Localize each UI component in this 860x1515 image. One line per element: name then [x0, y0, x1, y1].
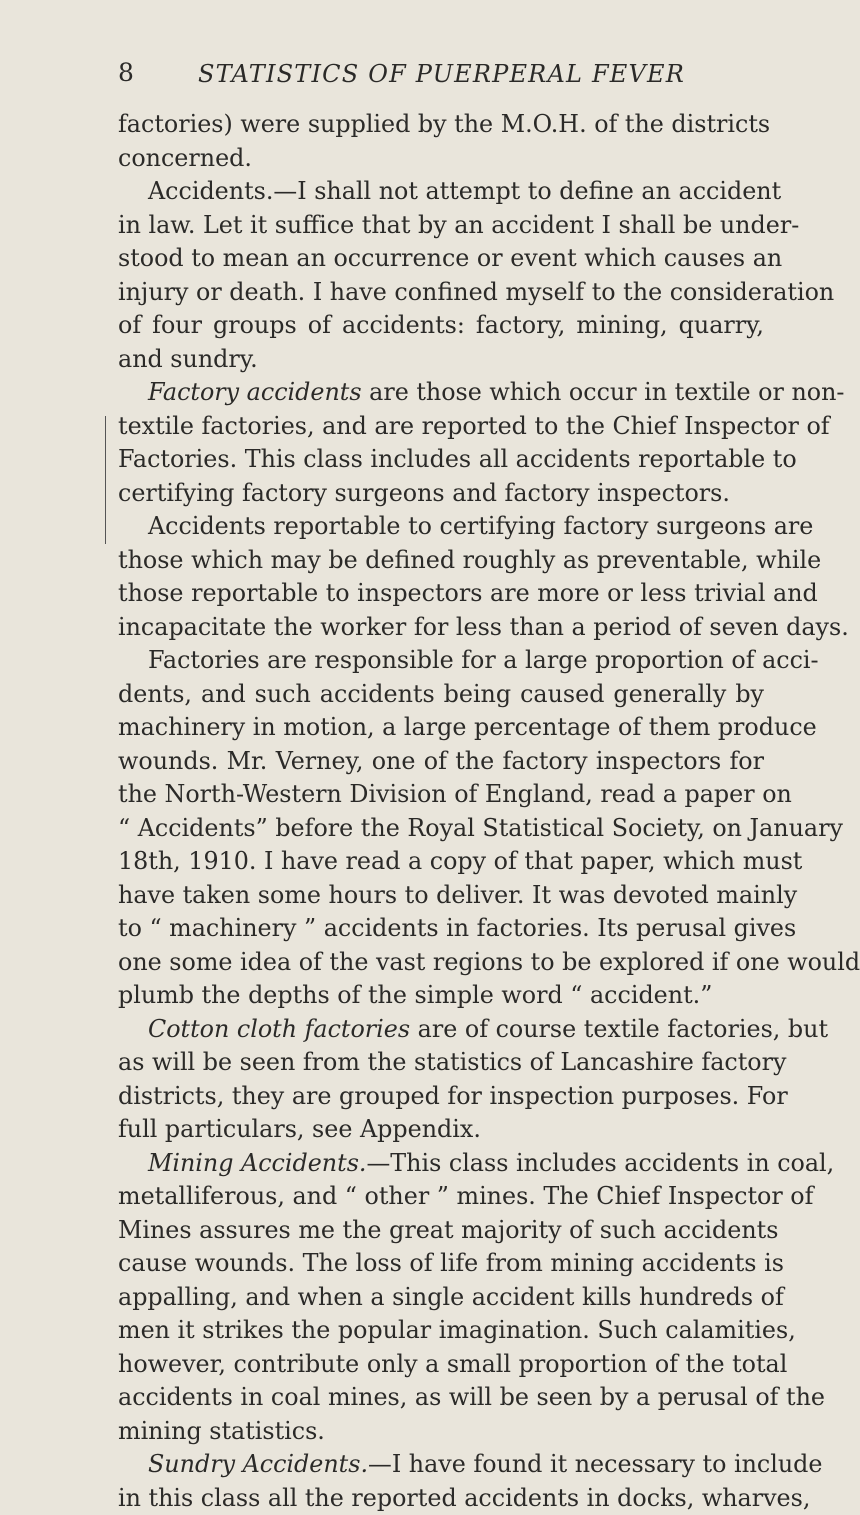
text-line	[118, 979, 764, 1013]
line-text: Factories are responsible for a large proportion of acci-	[148, 646, 819, 674]
text-line	[118, 1482, 764, 1515]
text-line	[118, 711, 764, 745]
body-text	[118, 108, 764, 1515]
line-text: are those which occur in textile or non-	[362, 378, 845, 406]
line-text: “ Accidents” before the Royal Statistical Society, on January	[118, 814, 843, 842]
line-text: men it strikes the popular imagination. Such calamities,	[118, 1316, 796, 1344]
line-text: machinery in motion, a large percentage of them produce	[118, 713, 817, 741]
line-text: Mines assures me the great majority of such accidents	[118, 1216, 778, 1244]
line-text: mining statistics.	[118, 1417, 325, 1445]
text-line	[118, 1013, 764, 1047]
text-line	[118, 778, 764, 812]
text-line	[118, 1314, 764, 1348]
text-line	[118, 175, 764, 209]
line-text: full particulars, see Appendix.	[118, 1115, 481, 1143]
line-text: Accidents reportable to certifying factory surgeons are	[148, 512, 813, 540]
line-text: those reportable to inspectors are more or less trivial and	[118, 579, 818, 607]
line-text: accidents in coal mines, as will be seen by a perusal of the	[118, 1383, 825, 1411]
text-line	[118, 1247, 764, 1281]
line-text: as will be seen from the statistics of Lancashire factory	[118, 1048, 786, 1076]
text-line	[118, 1281, 764, 1315]
text-line	[118, 410, 764, 444]
line-text: injury or death. I have confined myself to the consideration	[118, 278, 834, 306]
line-text: incapacitate the worker for less than a period of seven days.	[118, 613, 849, 641]
line-text: Accidents.—I shall not attempt to define an accident	[148, 177, 781, 205]
line-text: have taken some hours to deliver. It was devoted mainly	[118, 881, 797, 909]
line-text: stood to mean an occurrence or event which causes an	[118, 244, 782, 272]
italic-heading: Cotton cloth factories	[148, 1015, 410, 1043]
text-line	[118, 142, 764, 176]
page-header	[0, 58, 800, 98]
line-text: certifying factory surgeons and factory inspectors.	[118, 479, 730, 507]
text-line	[118, 443, 764, 477]
line-text: wounds. Mr. Verney, one of the factory inspectors for	[118, 747, 764, 775]
line-text: appalling, and when a single accident kills hundreds of	[118, 1283, 784, 1311]
text-line	[118, 477, 764, 511]
line-text: districts, they are grouped for inspection purposes. For	[118, 1082, 788, 1110]
text-line	[118, 1448, 764, 1482]
text-line	[118, 644, 764, 678]
text-line	[118, 812, 764, 846]
text-line	[118, 577, 764, 611]
text-line	[118, 276, 764, 310]
italic-heading: Sundry Accidents.	[148, 1450, 368, 1478]
text-line	[118, 946, 764, 980]
text-line	[118, 879, 764, 913]
page-number: 8	[118, 58, 134, 87]
text-line	[118, 510, 764, 544]
line-text: in this class all the reported accidents in docks, wharves,	[118, 1484, 810, 1512]
text-line	[118, 1415, 764, 1449]
text-line	[118, 108, 764, 142]
text-line	[118, 611, 764, 645]
line-text: and sundry.	[118, 345, 258, 373]
text-line	[118, 678, 764, 712]
margin-mark	[105, 416, 110, 544]
line-text: concerned.	[118, 144, 252, 172]
line-text: are of course textile factories, but	[410, 1015, 828, 1043]
text-line	[118, 1113, 764, 1147]
text-line	[118, 209, 764, 243]
text-line	[118, 1080, 764, 1114]
line-text: those which may be defined roughly as preventable, while	[118, 546, 821, 574]
line-text: the North-Western Division of England, read a paper on	[118, 780, 792, 808]
text-line	[118, 1180, 764, 1214]
text-line	[118, 242, 764, 276]
text-line	[118, 1046, 764, 1080]
text-line	[118, 544, 764, 578]
running-head: STATISTICS OF PUERPERAL FEVER	[198, 60, 685, 88]
text-line	[118, 343, 764, 377]
text-line	[118, 376, 764, 410]
line-text: metalliferous, and “ other ” mines. The Chief Inspector of	[118, 1182, 813, 1210]
text-line	[118, 309, 764, 343]
line-text: Factories. This class includes all accidents reportable to	[118, 445, 797, 473]
text-line	[118, 845, 764, 879]
text-line	[118, 912, 764, 946]
text-line	[118, 1381, 764, 1415]
italic-heading: Mining Accidents.	[148, 1149, 366, 1177]
line-text: cause wounds. The loss of life from mining accidents is	[118, 1249, 784, 1277]
line-text: to “ machinery ” accidents in factories. Its perusal gives	[118, 914, 796, 942]
line-text: textile factories, and are reported to the Chief Inspector of	[118, 412, 830, 440]
text-line	[118, 1147, 764, 1181]
italic-heading: Factory accidents	[148, 378, 362, 406]
line-text: —This class includes accidents in coal,	[366, 1149, 834, 1177]
text-line	[118, 1214, 764, 1248]
line-text: one some idea of the vast regions to be explored if one would	[118, 948, 860, 976]
line-text: however, contribute only a small proportion of the total	[118, 1350, 787, 1378]
text-line	[118, 1348, 764, 1382]
line-text: plumb the depths of the simple word “ accident.”	[118, 981, 712, 1009]
text-line	[118, 745, 764, 779]
line-text: dents, and such accidents being caused generally by	[118, 680, 764, 708]
line-text: —I have found it necessary to include	[368, 1450, 822, 1478]
line-text: factories) were supplied by the M.O.H. of the districts	[118, 110, 770, 138]
line-text: in law. Let it suffice that by an accident I shall be under-	[118, 211, 799, 239]
line-text: of four groups of accidents: factory, mining, quarry,	[118, 311, 764, 339]
line-text: 18th, 1910. I have read a copy of that paper, which must	[118, 847, 802, 875]
